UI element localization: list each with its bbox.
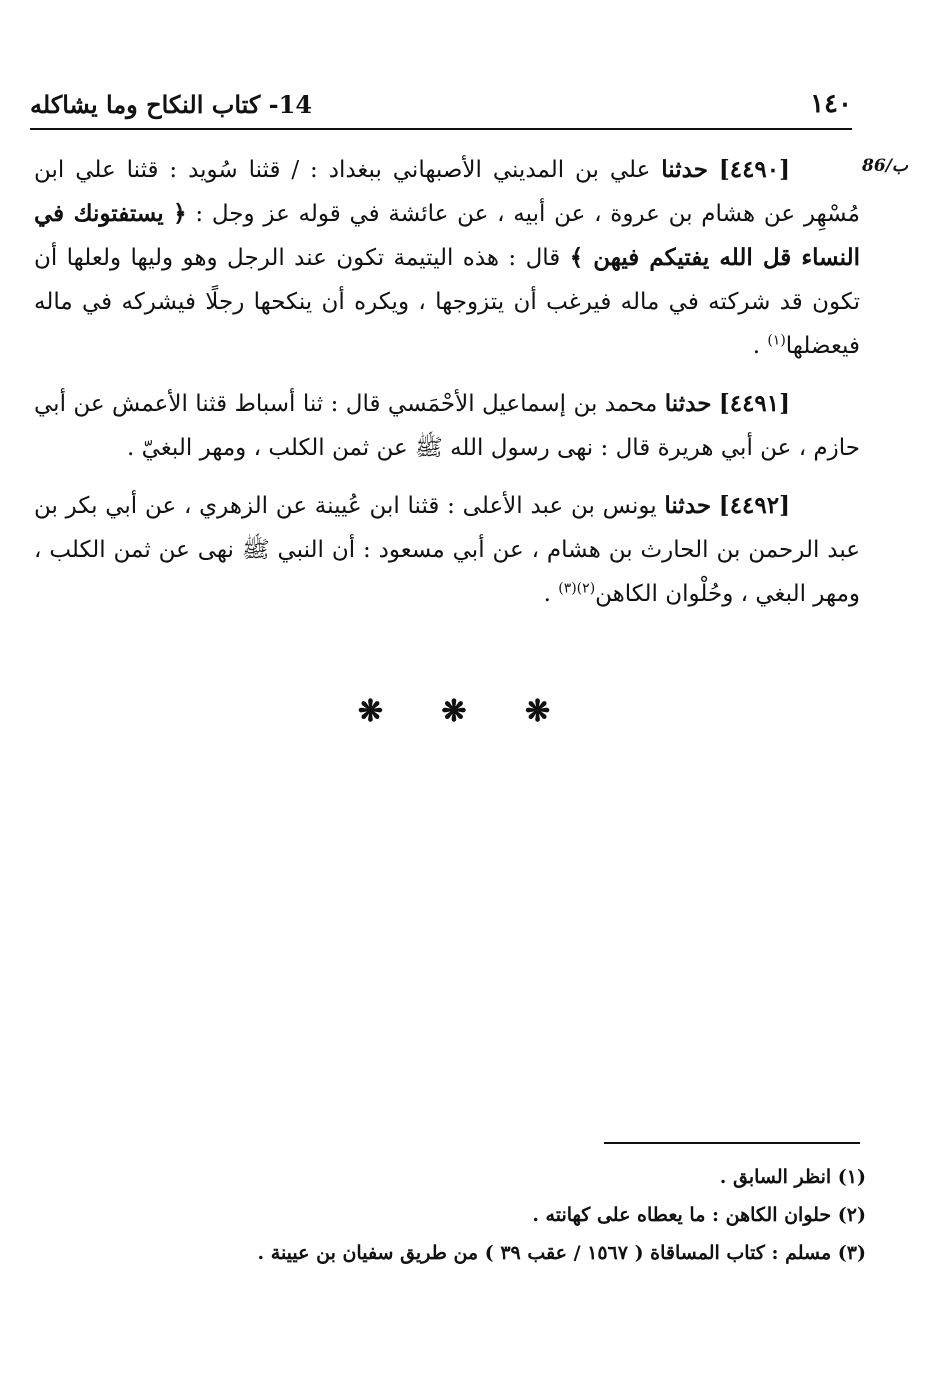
manuscript-folio-note: 86/ب xyxy=(862,156,908,176)
hadith-number: [٤٤٩٢] xyxy=(718,492,790,519)
hadith-text: محمد بن إسماعيل الأحْمَسي قال : ثنا أسباط قثنا الأعمش عن أبي حازم ، عن أبي هريرة قال : نهى رسول الله ﷺ عن ثمن الكلب ، ومهر البغيّ . xyxy=(34,391,860,461)
hadith-text-continued: قال : هذه اليتيمة تكون عند الرجل وهو وليها ولعلها أن تكون قد شركته في ماله فيرغب أن يتزوجها ، ويكره أن ينكحها رجلًا فيشركه في ماله فيعضلها xyxy=(34,245,860,359)
footnote-rule xyxy=(604,1142,860,1144)
footnote-2: (٢) حلوان الكاهن : ما يعطاه على كهانته . xyxy=(532,1204,866,1226)
page-number: ١٤٠ xyxy=(810,89,852,119)
hadith-4490 xyxy=(34,148,860,368)
footnote-mark: (٢)(٣) xyxy=(558,580,596,597)
footnote-1: (١) انظر السابق . xyxy=(719,1166,866,1188)
quran-quote: ﴿ يستفتونك في النساء قل الله يفتيكم فيهن ﴾ xyxy=(34,200,860,271)
hadith-lead: حدثنا xyxy=(664,492,712,519)
hadith-text: يونس بن عبد الأعلى : قثنا ابن عُيينة عن الزهري ، عن أبي بكر بن عبد الرحمن بن الحارث بن هشام ، عن أبي مسعود : أن النبي ﷺ نهى عن ثمن الكلب ، ومهر البغي ، وحُلْوان الكاهن xyxy=(34,493,860,607)
hadith-ending: . xyxy=(543,581,551,607)
hadith-4491 xyxy=(34,382,860,470)
footnotes xyxy=(220,1158,866,1272)
main-text xyxy=(34,148,860,630)
hadith-lead: حدثنا xyxy=(661,156,708,183)
hadith-number: [٤٤٩٠] xyxy=(718,156,791,183)
footnote-3: (٣) مسلم : كتاب المساقاة ( ١٥٦٧ / عقب ٣٩ ) من طريق سفيان بن عيينة . xyxy=(257,1242,866,1264)
hadith-lead: حدثنا xyxy=(664,390,712,417)
running-title: 14- كتاب النكاح وما يشاكله xyxy=(30,89,313,119)
hadith-number: [٤٤٩١] xyxy=(718,390,791,417)
page-header xyxy=(30,82,852,126)
section-divider: ❋ ❋ ❋ xyxy=(357,694,575,729)
header-rule xyxy=(30,128,852,130)
hadith-4492 xyxy=(34,484,860,616)
hadith-text: علي بن المديني الأصبهاني ببغداد : / قثنا سُويد : قثنا علي ابن مُسْهِر عن هشام بن عروة ، عن أبيه ، عن عائشة في قوله عز وجل : xyxy=(34,157,860,227)
hadith-ending: . xyxy=(752,333,761,359)
footnote-mark: (١) xyxy=(767,332,786,349)
